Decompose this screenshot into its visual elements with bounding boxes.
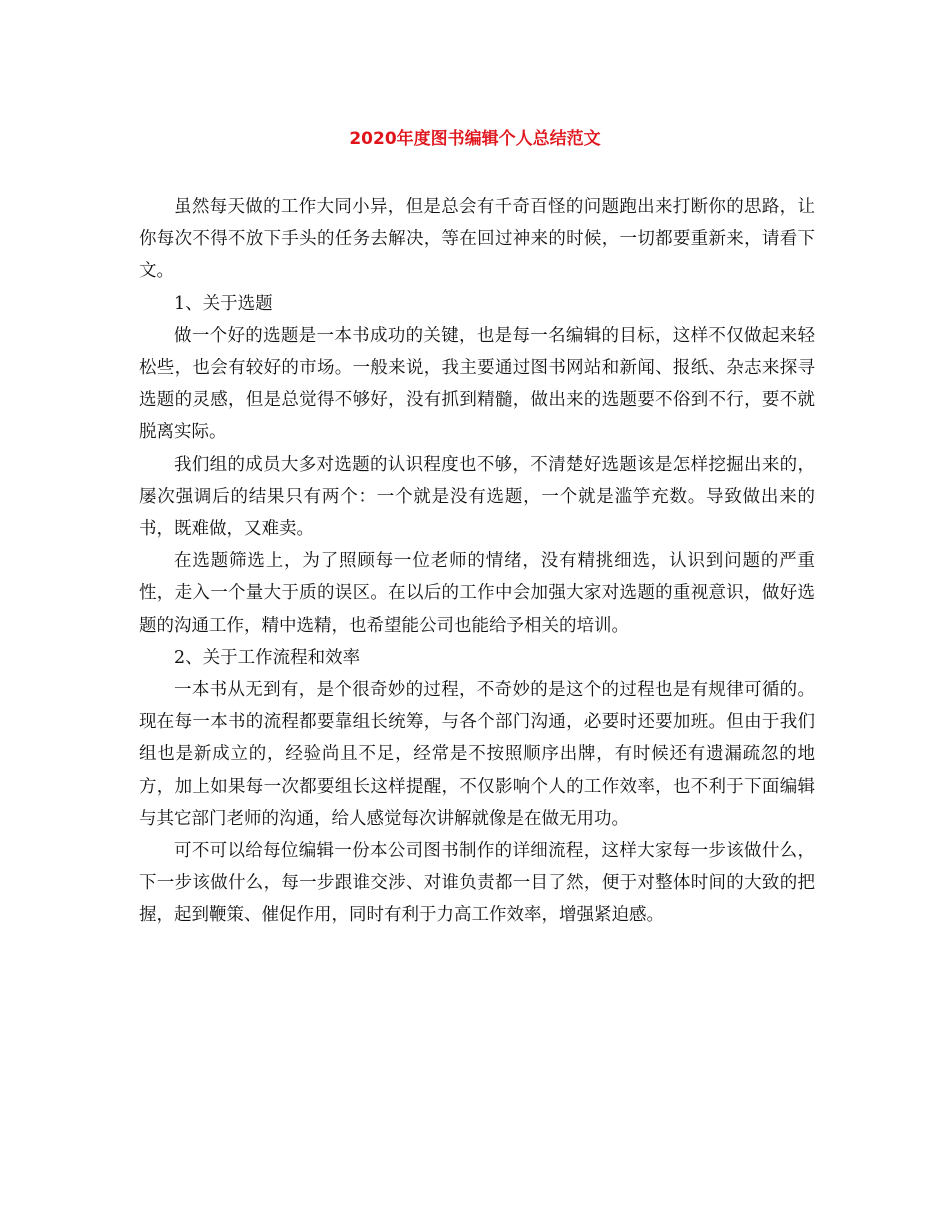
paragraph-topic-2: 我们组的成员大多对选题的认识程度也不够，不清楚好选题该是怎样挖掘出来的，屡次强调后的结果只有两个：一个就是没有选题，一个就是滥竽充数。导致做出来的书，既难做，又难卖。	[139, 454, 815, 540]
document-body	[139, 191, 815, 932]
section-heading-topic-selection: 1、关于选题	[174, 293, 273, 314]
paragraph-workflow-1: 一本书从无到有，是个很奇妙的过程，不奇妙的是这个的过程也是有规律可循的。现在每一本书的流程都要靠组长统筹，与各个部门沟通，必要时还要加班。但由于我们组也是新成立的，经验尚且不足，经常是不按照顺序出牌，有时候还有遗漏疏忽的地方，加上如果每一次都要组长这样提醒，不仅影响个人的工作效率，也不利于下面编辑与其它部门老师的沟通，给人感觉每次讲解就像是在做无用功。	[139, 680, 815, 829]
paragraph-intro: 虽然每天做的工作大同小异，但是总会有千奇百怪的问题跑出来打断你的思路，让你每次不得不放下手头的任务去解决，等在回过神来的时候，一切都要重新来，请看下文。	[139, 197, 815, 282]
paragraph-topic-1: 做一个好的选题是一本书成功的关键，也是每一名编辑的目标，这样不仅做起来轻松些，也会有较好的市场。一般来说，我主要通过图书网站和新闻、报纸、杂志来探寻选题的灵感，但是总觉得不够好，没有抓到精髓，做出来的选题要不俗到不行，要不就脱离实际。	[139, 325, 815, 443]
paragraph-topic-3: 在选题筛选上，为了照顾每一位老师的情绪，没有精挑细选，认识到问题的严重性，走入一个量大于质的误区。在以后的工作中会加强大家对选题的重视意识，做好选题的沟通工作，精中选精，也希望能公司也能给予相关的培训。	[139, 551, 815, 636]
section-heading-workflow: 2、关于工作流程和效率	[174, 647, 361, 668]
document-title: 2020年度图书编辑个人总结范文	[349, 129, 601, 149]
paragraph-workflow-2: 可不可以给每位编辑一份本公司图书制作的详细流程，这样大家每一步该做什么，下一步该做什么，每一步跟谁交涉、对谁负责都一目了然，便于对整体时间的大致的把握，起到鞭策、催促作用，同时有利于力高工作效率，增强紧迫感。	[139, 841, 815, 926]
